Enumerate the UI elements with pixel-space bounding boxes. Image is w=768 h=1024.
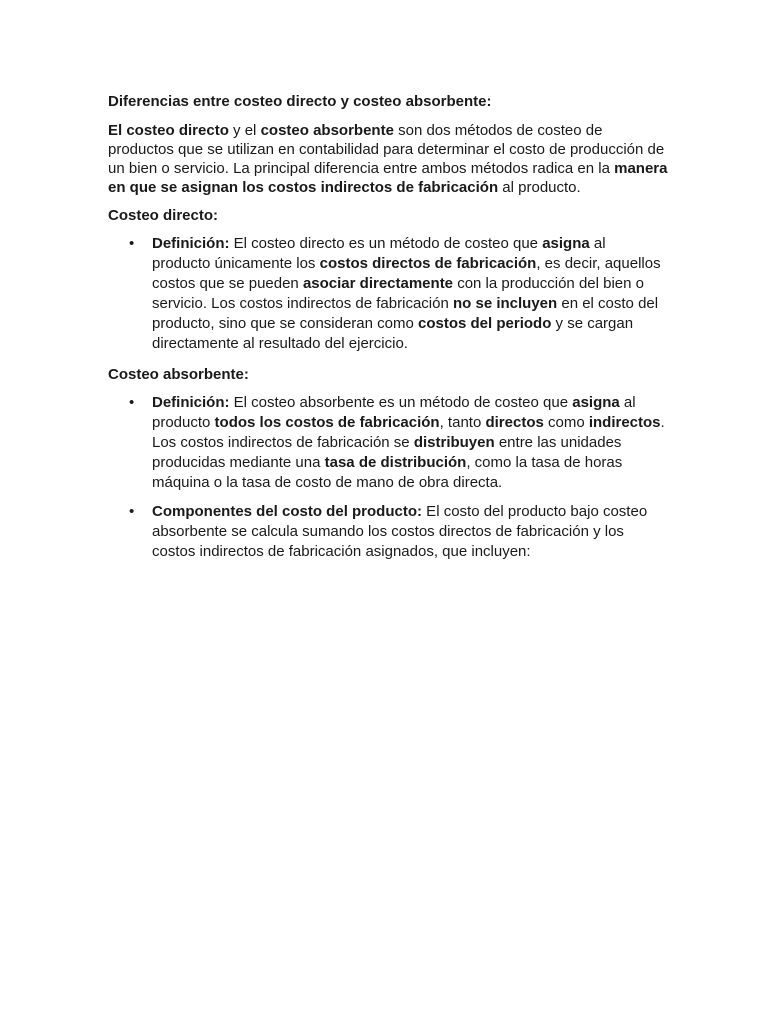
item-text: con la producción del bien o servicio. Los costos indirectos de fabricación [152, 275, 644, 312]
intro-paragraph [108, 121, 668, 197]
item-emphasis: tasa de distribución [324, 454, 467, 471]
item-label: Definición: [152, 394, 230, 411]
item-emphasis: todos los costos de fabricación [214, 414, 440, 431]
item-emphasis: asociar directamente [302, 275, 454, 292]
list-item [108, 234, 668, 354]
item-emphasis: no se incluyen [452, 295, 558, 312]
item-text: , tanto [439, 414, 486, 431]
intro-text: al producto. [498, 179, 581, 196]
item-emphasis: directos [485, 414, 544, 431]
bullet-icon: • [129, 503, 135, 520]
section-heading-costeo-absorbente: Costeo absorbente: [108, 366, 249, 383]
item-emphasis: indirectos [588, 414, 661, 431]
item-emphasis: asigna [572, 394, 620, 411]
item-emphasis: costos directos de fabricación [319, 255, 537, 272]
item-emphasis: costos del periodo [418, 315, 552, 332]
item-text: al producto [152, 394, 636, 431]
bullet-icon: • [129, 394, 135, 411]
item-text: como [543, 414, 589, 431]
item-emphasis: distribuyen [413, 434, 495, 451]
item-text: entre las unidades producidas mediante una [152, 434, 622, 471]
item-label: Componentes del costo del producto: [152, 503, 423, 520]
document-page [108, 92, 668, 573]
costeo-absorbente-list [108, 393, 668, 562]
list-item [108, 502, 668, 562]
item-text: en el costo del producto, sino que se consideran como [152, 295, 659, 332]
bullet-icon: • [129, 235, 135, 252]
item-text: y se cargan directamente al resultado del ejercicio. [152, 315, 634, 352]
intro-text: y el [228, 122, 261, 139]
item-text: al producto únicamente los [152, 235, 606, 272]
term-costeo-absorbente: costeo absorbente [260, 122, 394, 139]
item-text: , como la tasa de horas máquina o la tasa de costo de mano de obra directa. [152, 454, 623, 491]
item-text: El costo del producto bajo costeo absorbente se calcula sumando los costos directos de fabricación y los costos indirectos de fabricación asignados, que incluyen: [152, 503, 648, 560]
item-label: Definición: [152, 235, 230, 252]
item-text: . Los costos indirectos de fabricación se [152, 414, 665, 451]
section-heading-costeo-directo: Costeo directo: [108, 207, 219, 224]
item-text: El costeo directo es un método de costeo que [229, 235, 543, 252]
item-emphasis: asigna [542, 235, 590, 252]
item-text: , es decir, aquellos costos que se pueden [152, 255, 661, 292]
term-costeo-directo: El costeo directo [108, 122, 229, 139]
costeo-directo-list [108, 234, 668, 354]
list-item [108, 393, 668, 493]
key-difference: manera en que se asignan los costos indirectos de fabricación [108, 160, 668, 196]
document-title: Diferencias entre costeo directo y costeo absorbente: [108, 93, 492, 110]
intro-text: son dos métodos de costeo de productos que se utilizan en contabilidad para determinar el costo de producción de un bien o servicio. La principal diferencia entre ambos métodos radica en la [108, 122, 665, 177]
item-text: El costeo absorbente es un método de costeo que [229, 394, 573, 411]
